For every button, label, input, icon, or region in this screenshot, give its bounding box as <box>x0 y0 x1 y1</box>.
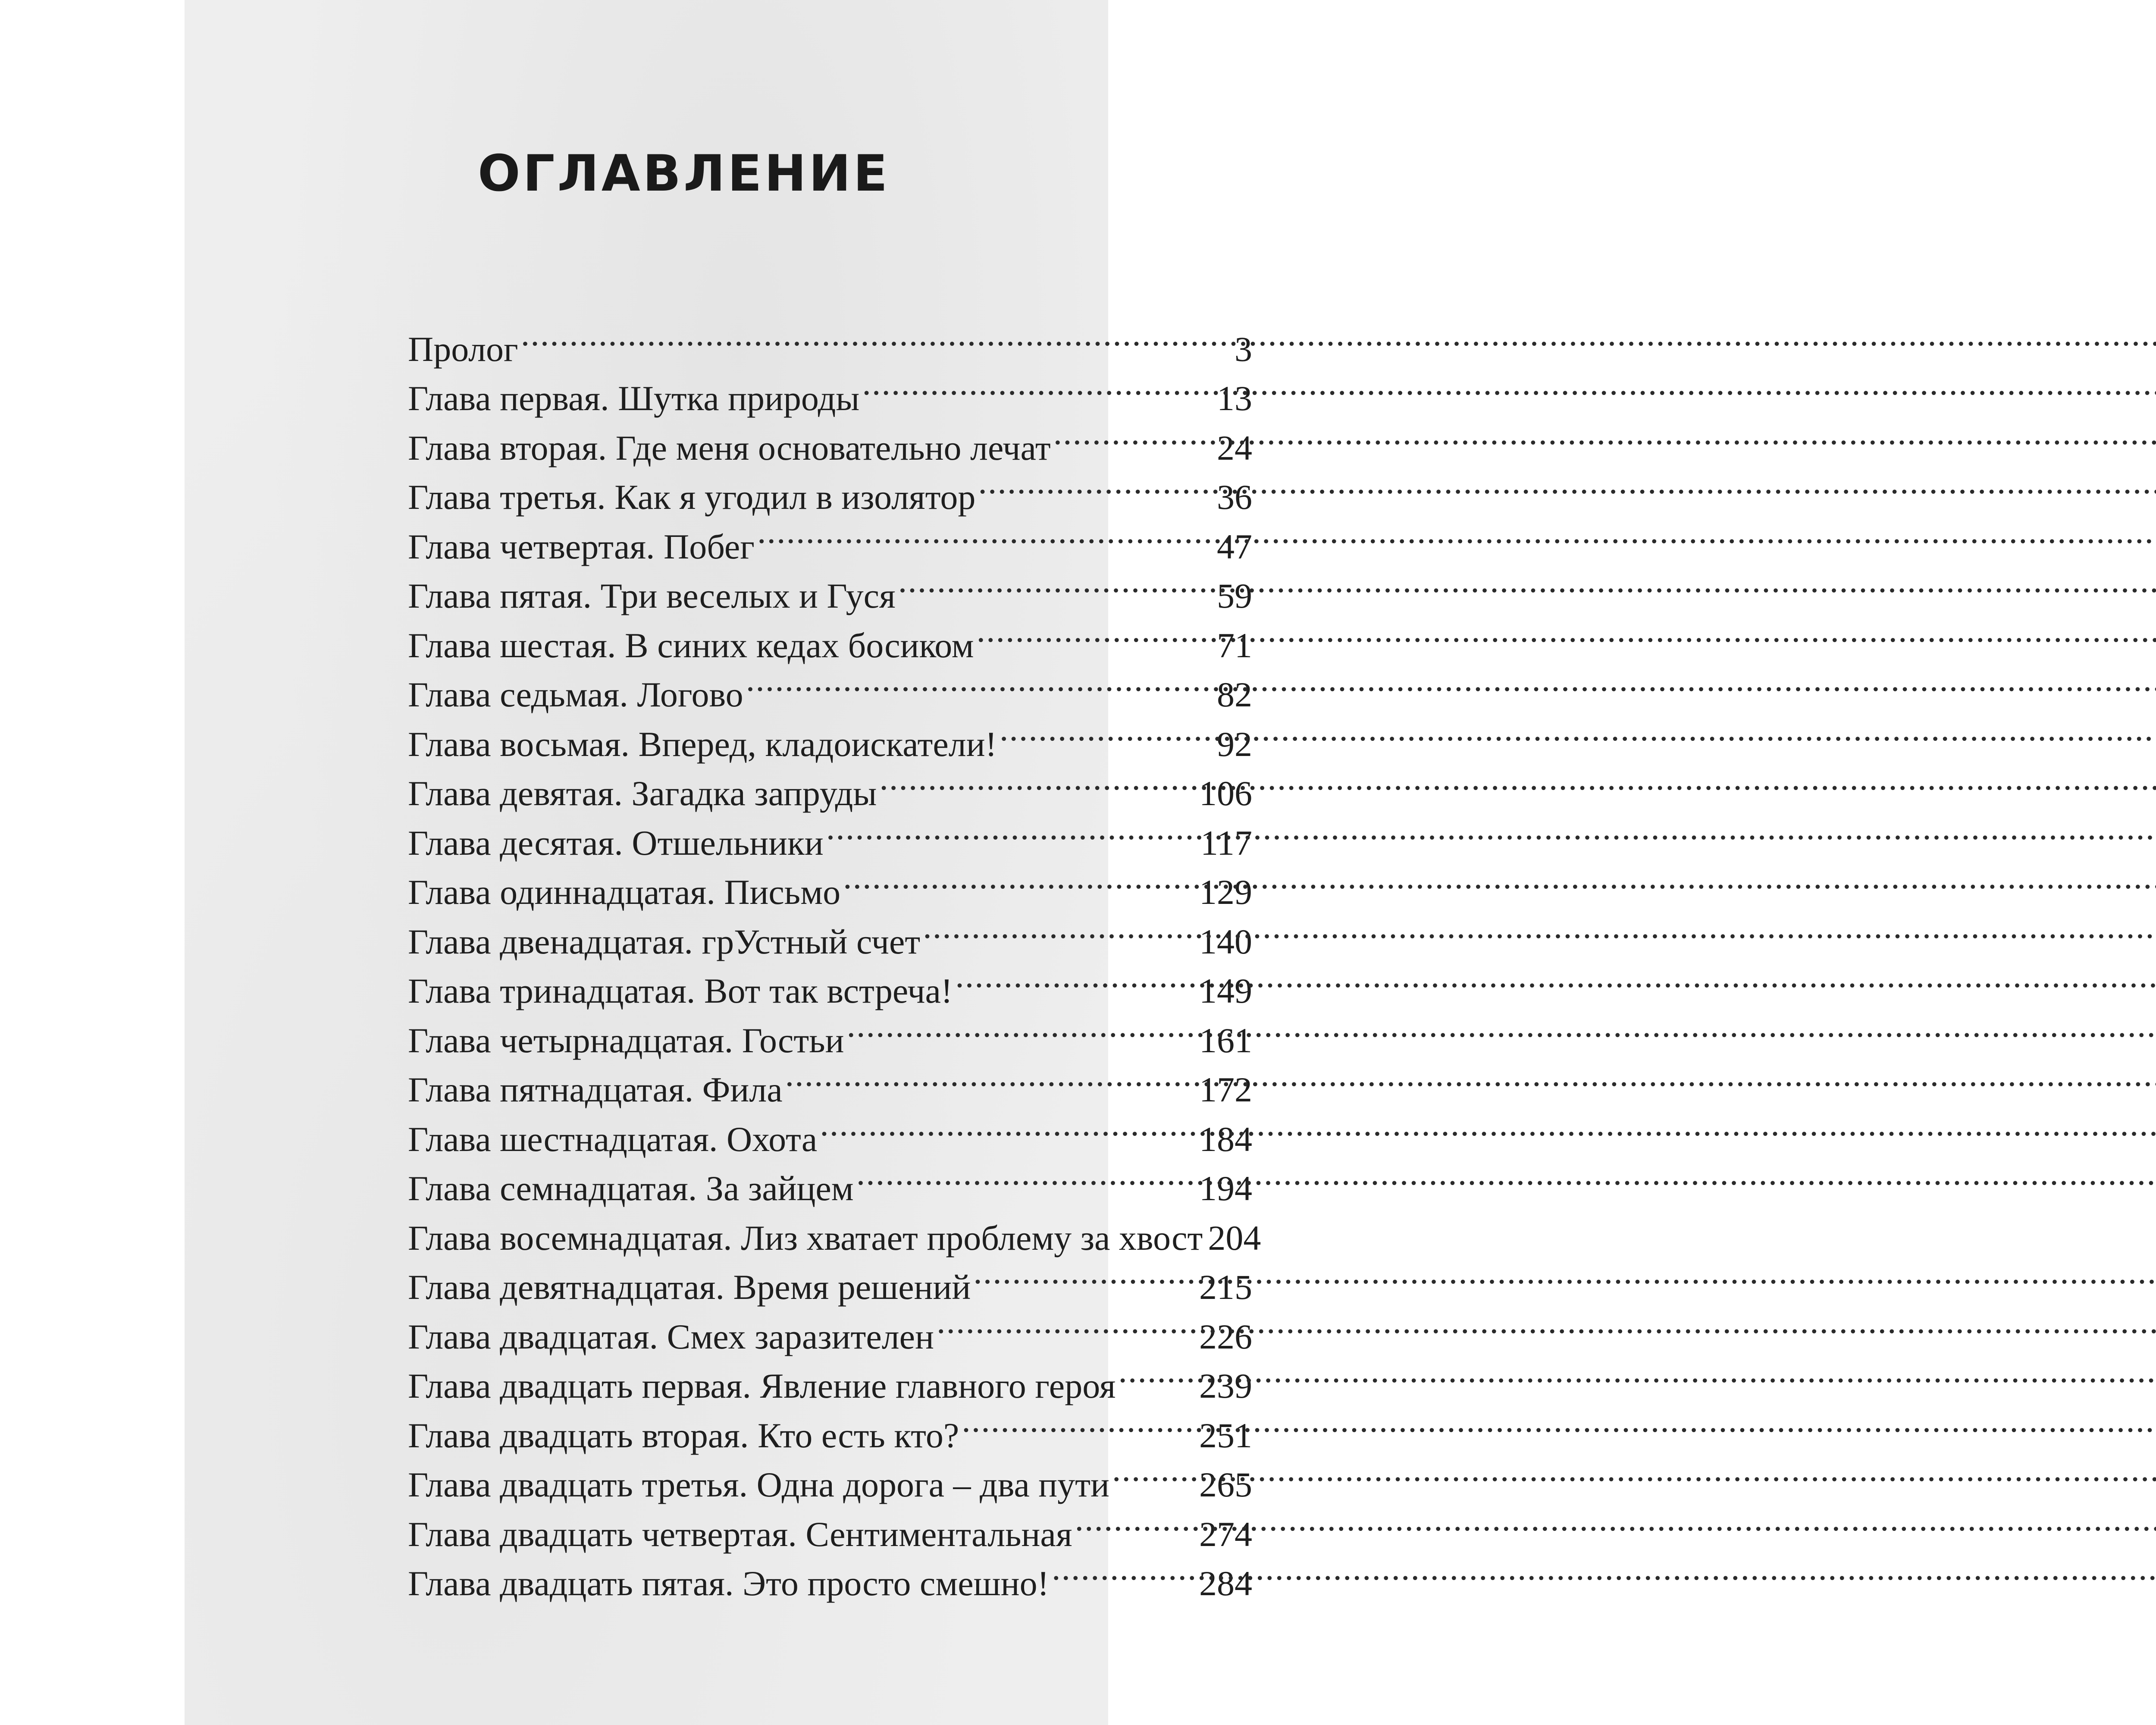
toc-leader-dots <box>937 1299 1197 1349</box>
toc-leader-dots <box>826 805 1198 855</box>
toc-entry-page: 215 <box>1199 1267 1252 1307</box>
book-page <box>185 0 1261 1725</box>
toc-leader-dots <box>1075 1496 1197 1546</box>
toc-entry-page: 284 <box>1199 1564 1252 1603</box>
toc-entry <box>408 311 1252 369</box>
toc-entry-title: Глава двадцать пятая. Это просто смешно! <box>408 1564 1049 1603</box>
toc-entry-page: 129 <box>1199 872 1252 912</box>
toc-entry-page: 226 <box>1199 1317 1252 1356</box>
toc-leader-dots <box>862 361 1214 411</box>
toc-entry-title: Пролог <box>408 329 518 369</box>
toc-entry-page: 161 <box>1199 1020 1252 1060</box>
toc-entry-title: Глава восьмая. Вперед, кладоискатели! <box>408 724 997 764</box>
toc-entry-title: Глава вторая. Где меня основательно лечат <box>408 428 1051 467</box>
toc-entry-page: 59 <box>1217 576 1252 615</box>
toc-entry-title: Глава двадцать четвертая. Сентиментальная <box>408 1514 1072 1554</box>
toc-leader-dots <box>1112 1447 1197 1497</box>
toc-entry-page: 71 <box>1217 625 1252 665</box>
toc-entry-page: 204 <box>1208 1218 1261 1258</box>
toc-entry-page: 140 <box>1199 922 1252 961</box>
toc-leader-dots <box>521 311 1232 361</box>
toc-entry-page: 251 <box>1199 1415 1252 1455</box>
toc-entry-page: 172 <box>1199 1070 1252 1109</box>
toc-entry-page: 239 <box>1199 1366 1252 1405</box>
toc-entry-title: Глава двенадцатая. грУстный счет <box>408 922 921 961</box>
toc-leader-dots <box>898 558 1214 608</box>
toc-entry-title: Глава тринадцатая. Вот так встреча! <box>408 971 953 1010</box>
page-title: ОГЛАВЛЕНИЕ <box>478 144 890 203</box>
toc-leader-dots <box>785 1052 1197 1102</box>
toc-leader-dots <box>879 756 1197 806</box>
toc-entry-title: Глава двадцать вторая. Кто есть кто? <box>408 1415 959 1455</box>
toc-leader-dots <box>923 904 1197 953</box>
toc-leader-dots <box>856 1151 1197 1201</box>
toc-entry-page: 36 <box>1217 477 1252 517</box>
toc-entry-title: Глава первая. Шутка природы <box>408 379 860 418</box>
toc-entry-title: Глава пятнадцатая. Фила <box>408 1070 783 1109</box>
toc-leader-dots <box>820 1101 1197 1151</box>
toc-leader-dots <box>977 608 1214 657</box>
toc-leader-dots <box>955 953 1197 1003</box>
toc-entry-page: 92 <box>1217 724 1252 764</box>
toc-entry-page: 13 <box>1217 379 1252 418</box>
toc-entry-page: 184 <box>1199 1119 1252 1159</box>
toc-entry <box>408 361 1252 418</box>
toc-leader-dots <box>843 855 1197 904</box>
toc-leader-dots <box>757 509 1214 558</box>
toc-entry-title: Глава третья. Как я угодил в изолятор <box>408 477 976 517</box>
toc-entry-title: Глава шестнадцатая. Охота <box>408 1119 818 1159</box>
toc-entry-page: 3 <box>1235 329 1252 369</box>
toc-leader-dots <box>847 1003 1197 1052</box>
toc-entry-title: Глава девятнадцатая. Время решений <box>408 1267 971 1307</box>
toc-entry-title: Глава двадцать первая. Явление главного героя <box>408 1366 1116 1405</box>
toc-leader-dots <box>1118 1349 1197 1398</box>
toc-entry-page: 265 <box>1199 1465 1252 1504</box>
toc-leader-dots <box>978 460 1214 509</box>
toc-entry-title: Глава девятая. Загадка запруды <box>408 774 877 813</box>
toc-leader-dots <box>962 1398 1197 1447</box>
toc-entry-title: Глава двадцать третья. Одна дорога – два пути <box>408 1465 1109 1504</box>
toc-entry-title: Глава пятая. Три веселых и Гуся <box>408 576 896 615</box>
toc-leader-dots <box>1052 1546 1197 1596</box>
toc-entry-page: 47 <box>1217 527 1252 566</box>
toc-entry-title: Глава семнадцатая. За зайцем <box>408 1169 854 1208</box>
toc-entry-page: 149 <box>1199 971 1252 1010</box>
toc-leader-dots <box>973 1250 1197 1299</box>
toc-entry-title: Глава восемнадцатая. Лиз хватает проблему за хвост <box>408 1218 1203 1258</box>
table-of-contents <box>408 311 1261 1603</box>
toc-leader-dots <box>1000 706 1214 756</box>
toc-entry-page: 117 <box>1200 823 1252 862</box>
toc-entry-page: 24 <box>1217 428 1252 467</box>
toc-entry-title: Глава четырнадцатая. Гостьи <box>408 1020 844 1060</box>
toc-entry-page: 274 <box>1199 1514 1252 1554</box>
toc-leader-dots <box>746 657 1214 707</box>
toc-entry-page: 194 <box>1199 1169 1252 1208</box>
toc-entry-title: Глава четвертая. Побег <box>408 527 755 566</box>
toc-entry-title: Глава двадцатая. Смех заразителен <box>408 1317 934 1356</box>
toc-entry-title: Глава седьмая. Логово <box>408 675 743 714</box>
toc-leader-dots <box>1053 410 1214 460</box>
toc-entry-title: Глава десятая. Отшельники <box>408 823 824 862</box>
toc-entry-page: 106 <box>1199 774 1252 813</box>
toc-entry-title: Глава одиннадцатая. Письмо <box>408 872 841 912</box>
toc-entry-title: Глава шестая. В синих кедах босиком <box>408 625 974 665</box>
toc-entry-page: 82 <box>1217 675 1252 714</box>
